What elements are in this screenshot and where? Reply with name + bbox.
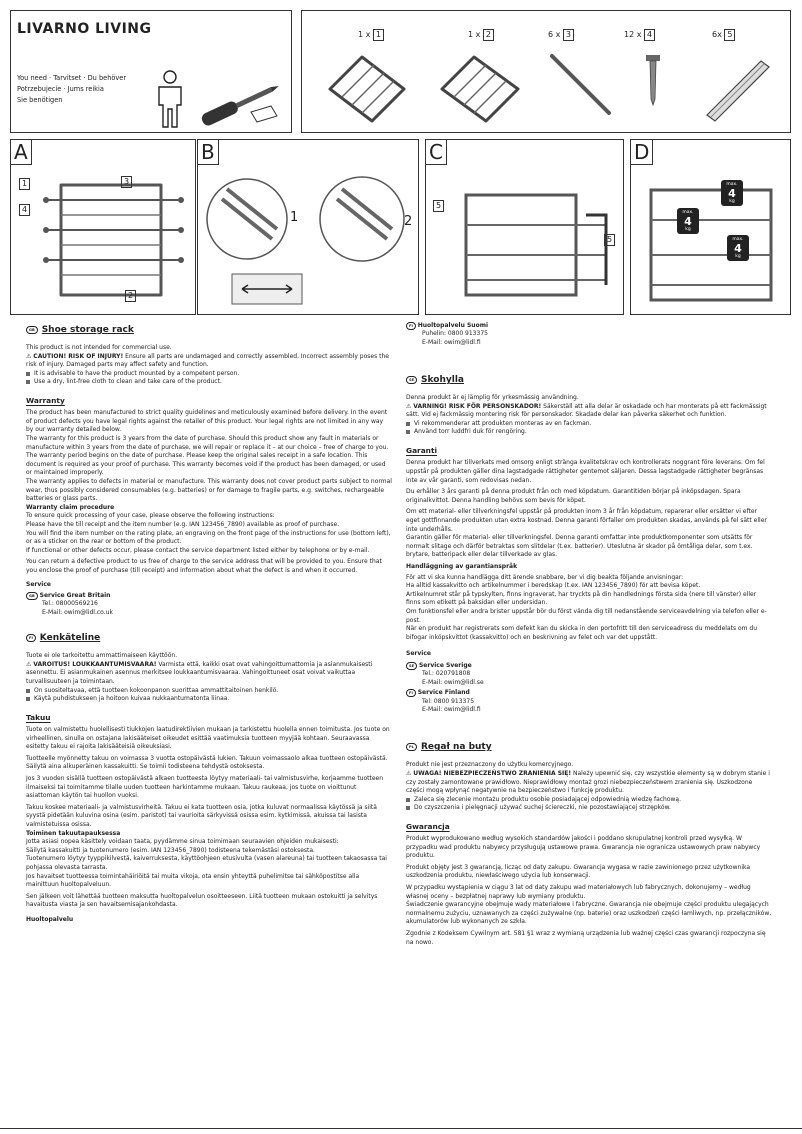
assembly-d-drawing [641,170,786,310]
fi-service-block: FI Huoltopalvelu Suomi Puhelin: 0800 913375 E-Mail: owim@lidl.fi [406,322,772,347]
callout-a-2: 2 [125,290,136,302]
pl-w3: W przypadku wystąpienia w ciągu 3 lat od daty zakupu wad materiałowych lub fabrycznych, dokonujemy – według własnej oceny – bezpłatnej naprawy lub wymiany produktu. [406,884,751,900]
gb-c2: Please have the till receipt and the item number (e.g. IAN 123456_7890) available as proof of purchase. [26,520,340,528]
se-bullet-2: Använd torr luddfri duk för rengöring. [406,428,772,436]
se-c5: När en produkt har registrerats som defekt kan du skicka in den portofritt till den serviceadress du meddelats om du bifogar inköpskvittot (kassakvitto) och en beskrivning av felet och var det uppstått. [406,625,758,641]
se-w1: Denna produkt har tillverkats med omsorg enligt stränga kvalitetskrav och kontrollerats noggrant före leverans. Om fel uppstår på produkten gäller dina lagstadgade rättigheter gentemot säljaren. Dessa lagstadgade rättigheter begränsas inte av vår garanti, som redovisas nedan. [406,459,765,484]
step-panel-a [10,139,196,315]
se-caution: ⚠ VARNING! RISK FÖR PERSONSKADOR! Säkerställ att alla delar är oskadade och har monterats på ett fackmässigt sätt. Vid ej fackmässig montering risk för personskador. Skadade delar kan påverka säkerhet och funktion. [406,402,767,419]
pl-w1: Produkt wyprodukowano według wysokich standardów jakości i poddano skrupulatnej kontroli przed wysyłką. W przypadku wad produktu nabywcy przysługują ustawowe prawa. Gwarancja nie ogranicza ustawowych praw nabywcy produktu. [406,835,761,860]
se-bullet-1: Vi rekommenderar att produkten monteras av en fackman. [406,420,772,428]
weight-badge-3: max. 4 kg [727,235,749,261]
se-c2: Ha alltid kassakvitto och artikelnummer i beredskap (t.ex. IAN 123456_7890) för att bevisa köpet. [406,582,701,590]
callout-c-5a: 5 [433,200,444,212]
gb-c4: If functional or other defects occur, please contact the service department listed either by telephone or by e-mail. [26,546,370,554]
gb-service-block: GB Service Great Britain Tel.: 08000569216 E-Mail: owim@lidl.co.uk [26,592,392,617]
gb-c3: You will find the item number on the rating plate, an engraving on the front page of the instructions for use (bottom left), or as a sticker on the rear or bottom of the product. [26,529,391,546]
fi-warranty-heading: Takuu [26,713,51,723]
fi-c3: Tuotenumero löytyy tyyppikilvestä, kaiverruksesta, käyttöohjeen etusivulta (vasen alareuna) tai tuotteen takaosassa tai pohjassa olevasta tarrasta. [26,855,387,871]
fi-bullet-2: Käytä puhdistukseen ja hoitoon kuivaa nukkaantumatonta liinaa. [26,695,392,703]
part-label-2: 1 x 2 [468,29,494,41]
frame-part-1-icon [322,49,412,124]
bottom-rule [0,1128,802,1129]
tools-panel [10,10,292,133]
callout-a-4: 4 [19,204,30,216]
weight-badge-2: max. 4 kg [677,208,699,234]
need-text-2: Potrzebujecie · Jums reikia [17,85,104,93]
gb-w2: The warranty for this product is 3 years from the date of purchase. Should this product show any fault in materials or manufacture within 3 years from the date of purchase, we will repair or replace it – at our choice – free of charge to you. [26,434,389,451]
fi-w1: Tuote on valmistettu huolellisesti tiukkojen laatudirektiivien mukaan ja tarkistettu huolella ennen toimitusta. Jos tuote on virheellinen, sinulla on ostajana lakisääteiset oikeudet esittää vaatimuksia tuotteen myyjää kohtaan. Seuraavassa esitetty takuu ei rajoita lakisääteisiä oikeuksiasi. [26,726,390,751]
assembly-c-drawing [446,165,621,310]
step-panel-c [425,139,624,315]
gb-warranty-heading: Warranty [26,396,65,406]
step-label-a: A [10,139,32,165]
pl-w2: Produkt objęty jest 3 gwarancją, licząc od daty zakupu. Gwarancja wygasa w razie zawinionego przez użytkownika uszkodzenia produktu, niewłaściwego użycia lub konserwacji. [406,863,751,880]
rod-part-icon [547,51,617,121]
gb-title: GB Shoe storage rack [26,325,392,335]
need-text-3: Sie benötigen [17,96,63,104]
step-label-d: D [630,139,653,165]
fi-title: FI Kenkäteline [26,633,392,643]
fi-w4: Takuu koskee materiaali- ja valmistusvirheitä. Takuu ei kata tuotteen osia, jotka kuluvat normaalissa käytössä ja siitä syystä pidetään kuluvina osina (esim. paristot) tai vaurioita särkyvissä osissa esim. kytkimissä, akuissa tai lasista valmistetuissa osissa. [26,803,377,828]
pl-w5: Zgodnie z Kodeksem Cywilnym art. 581 §1 wraz z wymianą urządzenia lub ważnej części czas gwarancji rozpoczyna się na nowo. [406,930,766,946]
left-column [26,325,392,925]
pl-p1: Produkt nie jest przeznaczony do użytku komercyjnego. [406,761,574,769]
fi-service-heading: Huoltopalvelu [26,915,74,923]
rail-part-icon [697,49,777,124]
fi-c1: Jotta asiasi nopea käsittely voidaan taata, pyydämme sinua toimimaan seuraavien ohjeiden mukaisesti: [26,838,339,846]
se-warranty-heading: Garanti [406,446,438,456]
weight-badge-1: max. 4 kg [721,180,743,206]
gb-w3: The warranty period begins on the date of purchase. Please keep the original sales receipt in a safe location. This document is required as your proof of purchase. This warranty becomes void if the product has been damaged, or used or maintained improperly. [26,452,386,477]
step-label-c: C [425,139,447,165]
fi-claim-heading: Toiminen takuutapauksessa [26,829,121,837]
se-w3: Om ett material- eller tillverkningsfel uppstår på produkten inom 3 år från köpdatum, reparerar eller ersätter vi efter eget gottfinnande produkten utan extra kostnad. Denna garanti förfaller om produkten skadas, används på fel sätt eller inte underhålls. [406,508,767,533]
step-panel-d [630,139,791,315]
se-service-heading: Service [406,650,431,658]
step-panel-b [197,139,419,315]
gb-bullet-1: It is advisable to have the product mounted by a competent person. [26,370,392,378]
gb-w1: The product has been manufactured to strict quality guidelines and meticulously examined before delivery. In the event of product defects you have legal rights against the retailer of this product. Your legal rights are not limited in any way by our warranty detailed below. [26,409,388,434]
fi-c2: Säilytä kassakuitti ja tuotenumero (esim. IAN 123456_7890) todisteena tekemästäsi ostoksesta. [26,846,315,854]
right-column [406,322,772,947]
pl-w4: Świadczenie gwarancyjne obejmuje wady materiałowe i fabryczne. Gwarancja nie obejmuje części produktu ulegających normalnemu zużyciu, uznawanych za części zużywalne (np. baterie) oraz uszkodzeń części łamliwych, np. przełączników, akumulatorów lub wykonanych ze szkła. [406,901,772,926]
need-text-1: You need · Tarvitset · Du behöver [17,74,127,82]
pl-title: PL Regał na buty [406,742,772,752]
pl-caution: ⚠ UWAGA! NIEBEZPIECZEŃSTWO ZRANIENIA SIĘ! Należy upewnić się, czy wszystkie elementy są w dobrym stanie i czy zostały zamontowane prawidłowo. Nieprawidłowy montaż grozi niebezpieczeństwem zranienia się. Uszkodzone części mogą wpłynąć negatywnie na bezpieczeństwo i funkcję produktu. [406,769,770,795]
person-icon [151,69,189,129]
se-service-sweden: SE Service Sverige Tel.: 020791808 E-Mail: owim@lidl.se [406,662,772,687]
gb-c1: To ensure quick processing of your case, please observe the following instructions: [26,512,275,520]
assembly-a-drawing [21,165,191,310]
part-label-3: 6 x 3 [548,29,574,41]
callout-b-2: 2 [404,214,413,229]
se-claim-heading: Handläggning av garantianspråk [406,562,518,570]
gb-w4: The warranty applies to defects in material or manufacture. This warranty does not cover product parts subject to normal wear, thus possibly considered consumables (e.g. batteries) or for damage to fragile parts, e.g. switches, rechargeable batteries or glass parts. [26,477,392,503]
fi-p1: Tuote ei ole tarkoitettu ammattimaiseen käyttöön. [26,652,178,660]
fi-bullet-1: On suositeltavaa, että tuotteen kokoonpanon suorittaa ammattitaitoinen henkilö. [26,687,392,695]
se-service-finland: FI Service Finland Tel: 0800 913375 E-Mail: owim@lidl.fi [406,689,772,714]
gb-claim-heading: Warranty claim procedure [26,503,115,511]
pl-warranty-heading: Gwarancja [406,822,450,832]
gb-p1: This product is not intended for commercial use. [26,344,172,351]
pl-bullet-1: Zaleca się zlecenie montażu produktu osobie posiadającej odpowiednią wiedzę fachową. [406,796,772,804]
screwdriver-icon [196,77,286,127]
se-c4: Om funktionsfel eller andra brister uppstår bör du först vända dig till nedanstående serviceavdelning via telefon eller e-post. [406,607,767,624]
fi-c5: Sen jälkeen voit lähettää tuotteen maksutta huoltopalvelun osoitteeseen. Liitä tuotteen mukaan ostokuitti ja selvitys havaitusta viasta ja sen havaitsemisajankohdasta. [26,892,378,909]
se-c3: Artikelnumret står på typskylten, finns ingraverat, har tryckts på din handlednings första sida (nere till vänster) eller finns som etikett på baksidan eller undersidan. [406,590,757,607]
fi-w2: Tuotteelle myönnetty takuu on voimassa 3 vuotta ostopäivästä lukien. Takuun voimassaolo alkaa tuotteen ostopäivästä. Säilytä aina alkuperäinen kassakuitti. Se toimii todisteena tehdystä ostoksesta. [26,754,388,771]
gb-service-heading: Service [26,581,51,589]
fi-c4: Jos havaitset tuotteessa toimintahäiriöitä tai muita vikoja, ota ensin yhteyttä puhelimitse tai sähköpostitse alla mainittuun huoltopalveluun. [26,872,360,889]
brand-logo: LIVARNO LIVING [17,21,152,37]
fi-caution: ⚠ VAROITUS! LOUKKAANTUMISVAARA! Varmista että, kaikki osat ovat vahingoittumattomia ja asianmukaisesti asennettu. Ei asianmukainen asennus merkitsee loukkaantumisvaaraa. Vahingoittuneet osat voivat vaikuttaa turvallisuuteen ja toimintaan. [26,660,373,686]
part-label-5: 6x 5 [712,29,735,41]
se-title: SE Skohylla [406,375,772,385]
pl-bullet-2: Do czyszczenia i pielęgnacji używać suchej ściereczki, nie pozostawiającej strzępków. [406,804,772,812]
callout-b-1: 1 [290,210,299,225]
callout-a-3: 3 [121,176,132,188]
fi-w3: Jos 3 vuoden sisällä tuotteen ostopäivästä alkaen tuotteesta löytyy materiaali- tai valmistusvirhe, korjaamme tuotteen ilmaiseksi tai toimitamme tilalle uuden tuotteen harkintamme mukaan. Takuu raukeaa, jos tuote on vioittunut asiattoman käytön tai huollon vuoksi. [26,775,384,800]
screw-part-icon [632,53,672,108]
assembly-b-drawing [202,144,416,312]
step-label-b: B [197,139,219,165]
part-label-1: 1 x 1 [358,29,384,41]
frame-part-2-icon [432,49,527,124]
se-w2: Du erhåller 3 års garanti på denna produkt från och med köpdatum. Garantitiden börjar på inköpsdagen. Spara originalkvittot. Denna handling behövs som bevis för köpet. [406,488,741,504]
gb-c5: You can return a defective product to us free of charge to the service address that will be provided to you. Ensure that you enclose the proof of purchase (till receipt) and information about what the defect is and when it occurred. [26,558,382,574]
callout-a-1: 1 [19,178,30,190]
se-w4: Garantin gäller för material- eller tillverkningsfel. Denna garanti omfattar inte produktkomponenter som utsätts för normalt slitage och därför betraktas som slitdelar (t.ex. batterier). Uteslutna är skador på ömtåliga delar, som t.ex. brytare, batteripack eller delar tillverkade av glas. [406,534,753,559]
gb-bullet-2: Use a dry, lint-free cloth to clean and take care of the product. [26,378,392,386]
parts-panel [301,10,791,133]
part-label-4: 12 x 4 [624,29,655,41]
callout-c-5b: 5 [604,234,615,246]
se-p1: Denna produkt är ej lämplig för yrkesmässig användning. [406,394,579,402]
gb-caution: ⚠ CAUTION! RISK OF INJURY! Ensure all parts are undamaged and correctly assembled. Incorrect assembly poses the risk of injury. Damaged parts may affect safety and function. [26,352,389,369]
se-c1: För att vi ska kunna handlägga ditt ärende snabbare, ber vi dig beakta följande anvisningar: [406,573,684,581]
